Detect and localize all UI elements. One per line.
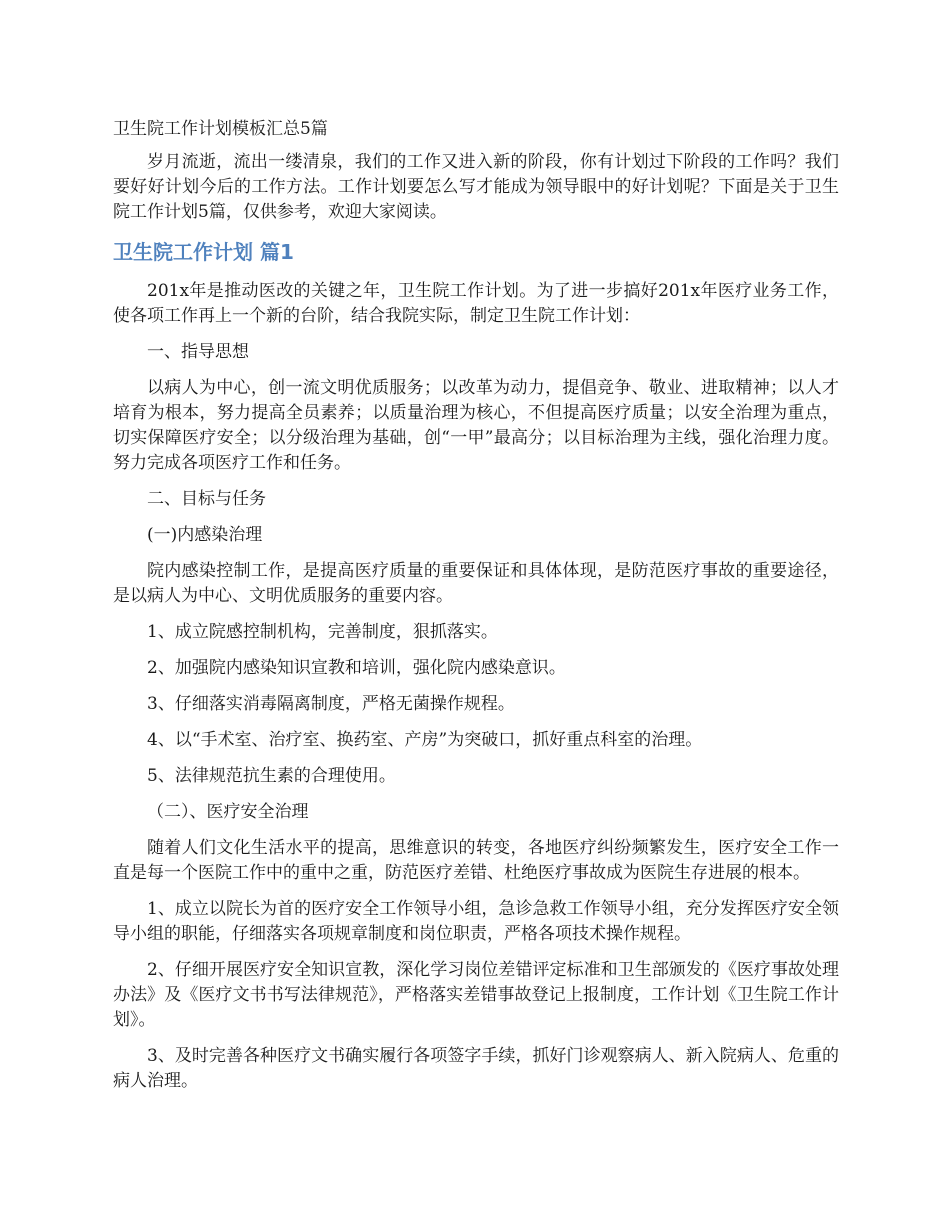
document-title: 卫生院工作计划模板汇总5篇 [113, 119, 328, 139]
section-heading: 卫生院工作计划 篇1 [113, 240, 294, 264]
list-item: 1、成立院感控制机构，完善制度，狠抓落实。 [147, 622, 498, 642]
list-item: 2、仔细开展医疗安全知识宣教，深化学习岗位差错评定标准和卫生部颁发的《医疗事故处理办法》及《医疗文书书写法律规范》，严格落实差错事故登记上报制度，工作计划《卫生院工作计划》。 [113, 960, 839, 1030]
infection-paragraph: 院内感染控制工作，是提高医疗质量的重要保证和具体体现，是防范医疗事故的重要途径，是以病人为中心、文明优质服务的重要内容。 [113, 561, 839, 606]
intro-paragraph: 岁月流逝，流出一缕清泉，我们的工作又进入新的阶段，你有计划过下阶段的工作吗？我们要好好计划今后的工作方法。工作计划要怎么写才能成为领导眼中的好计划呢？下面是关于卫生院工作计划5篇，仅供参考，欢迎大家阅读。 [113, 152, 839, 222]
heading-medical-safety: （二）、医疗安全治理 [147, 802, 309, 822]
document-page [113, 117, 839, 1105]
list-item: 2、加强院内感染知识宣教和培训，强化院内感染意识。 [147, 658, 566, 678]
safety-paragraph: 随着人们文化生活水平的提高，思维意识的转变，各地医疗纠纷频繁发生，医疗安全工作一直是每一个医院工作中的重中之重，防范医疗差错、杜绝医疗事故成为医院生存进展的根本。 [113, 838, 839, 883]
list-item: 3、仔细落实消毒隔离制度，严格无菌操作规程。 [147, 694, 515, 714]
list-item: 3、及时完善各种医疗文书确实履行各项签字手续，抓好门诊观察病人、新入院病人、危重的病人治理。 [113, 1046, 839, 1091]
list-item: 1、成立以院长为首的医疗安全工作领导小组，急诊急救工作领导小组，充分发挥医疗安全领导小组的职能，仔细落实各项规章制度和岗位职责，严格各项技术操作规程。 [113, 899, 839, 944]
section-intro-paragraph: 201x年是推动医改的关键之年，卫生院工作计划。为了进一步搞好201x年医疗业务工作，使各项工作再上一个新的台阶，结合我院实际，制定卫生院工作计划： [113, 281, 839, 326]
heading-guiding-ideology: 一、指导思想 [147, 342, 249, 362]
guiding-paragraph: 以病人为中心，创一流文明优质服务；以改革为动力，提倡竞争、敬业、进取精神；以人才培育为根本，努力提高全员素养；以质量治理为核心，不但提高医疗质量；以安全治理为重点，切实保障医疗安全；以分级治理为基础，创“一甲”最高分；以目标治理为主线，强化治理力度。努力完成各项医疗工作和任务。 [113, 378, 839, 473]
heading-goals: 二、目标与任务 [147, 489, 266, 509]
list-item: 4、以“手术室、治疗室、换药室、产房”为突破口，抓好重点科室的治理。 [147, 730, 703, 750]
list-item: 5、法律规范抗生素的合理使用。 [147, 766, 396, 786]
heading-infection-control: (一)内感染治理 [147, 525, 263, 545]
